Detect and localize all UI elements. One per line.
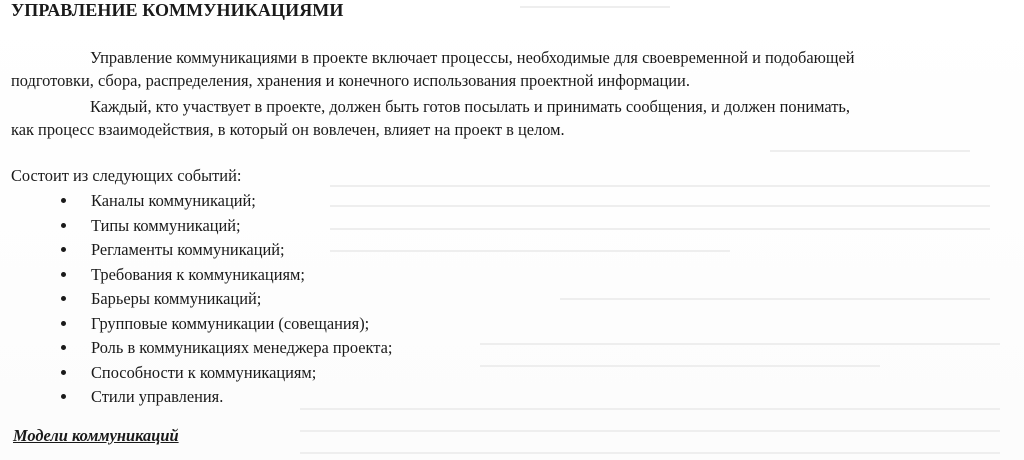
list-item-text: Стили управления. xyxy=(91,387,224,406)
bullet-icon xyxy=(61,272,66,277)
bullet-icon xyxy=(61,321,66,326)
show-through-line xyxy=(560,298,990,300)
paragraph-line: подготовки, сбора, распределения, хранения и конечного использования проектной информации. xyxy=(11,71,690,90)
list-item-text: Требования к коммуникациям; xyxy=(91,264,305,284)
paragraph-line: Каждый, кто участвует в проекте, должен быть готов посылать и принимать сообщения, и должен понимать, xyxy=(90,97,851,116)
list-item-text: Способности к коммуникациям; xyxy=(91,362,317,382)
show-through-line xyxy=(480,343,1000,345)
list-item-text: Регламенты коммуникаций; xyxy=(91,240,285,259)
document-title: УПРАВЛЕНИЕ КОММУНИКАЦИЯМИ xyxy=(11,0,344,20)
bullet-icon xyxy=(61,394,66,399)
section-subheading: Модели коммуникаций xyxy=(13,426,179,445)
paragraph-definition xyxy=(11,46,1019,92)
list-intro: Состоит из следующих событий: xyxy=(11,166,242,185)
paragraph-line: как процесс взаимодействия, в который он вовлечен, влияет на проект в целом. xyxy=(11,120,565,139)
show-through-line xyxy=(330,185,990,187)
show-through-line xyxy=(330,205,990,207)
paragraph-participants xyxy=(11,95,1019,141)
bullet-icon xyxy=(61,370,66,375)
show-through-line xyxy=(300,430,1000,432)
show-through-line xyxy=(330,250,730,252)
bullet-icon xyxy=(61,345,66,350)
list-item-text: Роль в коммуникациях менеджера проекта; xyxy=(91,338,393,357)
show-through-line xyxy=(300,452,1000,454)
list-item-text: Барьеры коммуникаций; xyxy=(91,289,262,308)
list-item-text: Типы коммуникаций; xyxy=(91,215,241,235)
bullet-icon xyxy=(61,198,66,203)
show-through-line xyxy=(770,150,970,152)
show-through-line xyxy=(480,365,880,367)
list-item-text: Каналы коммуникаций; xyxy=(91,191,256,210)
bullet-icon xyxy=(61,223,66,228)
show-through-line xyxy=(330,228,990,230)
bullet-icon xyxy=(61,247,66,252)
bullet-icon xyxy=(61,296,66,301)
list-item-text: Групповые коммуникации (совещания); xyxy=(91,313,370,333)
show-through-line xyxy=(520,6,670,8)
paragraph-line: Управление коммуникациями в проекте включает процессы, необходимые для своевременной и подобающей xyxy=(90,48,855,67)
show-through-line xyxy=(300,408,1000,410)
